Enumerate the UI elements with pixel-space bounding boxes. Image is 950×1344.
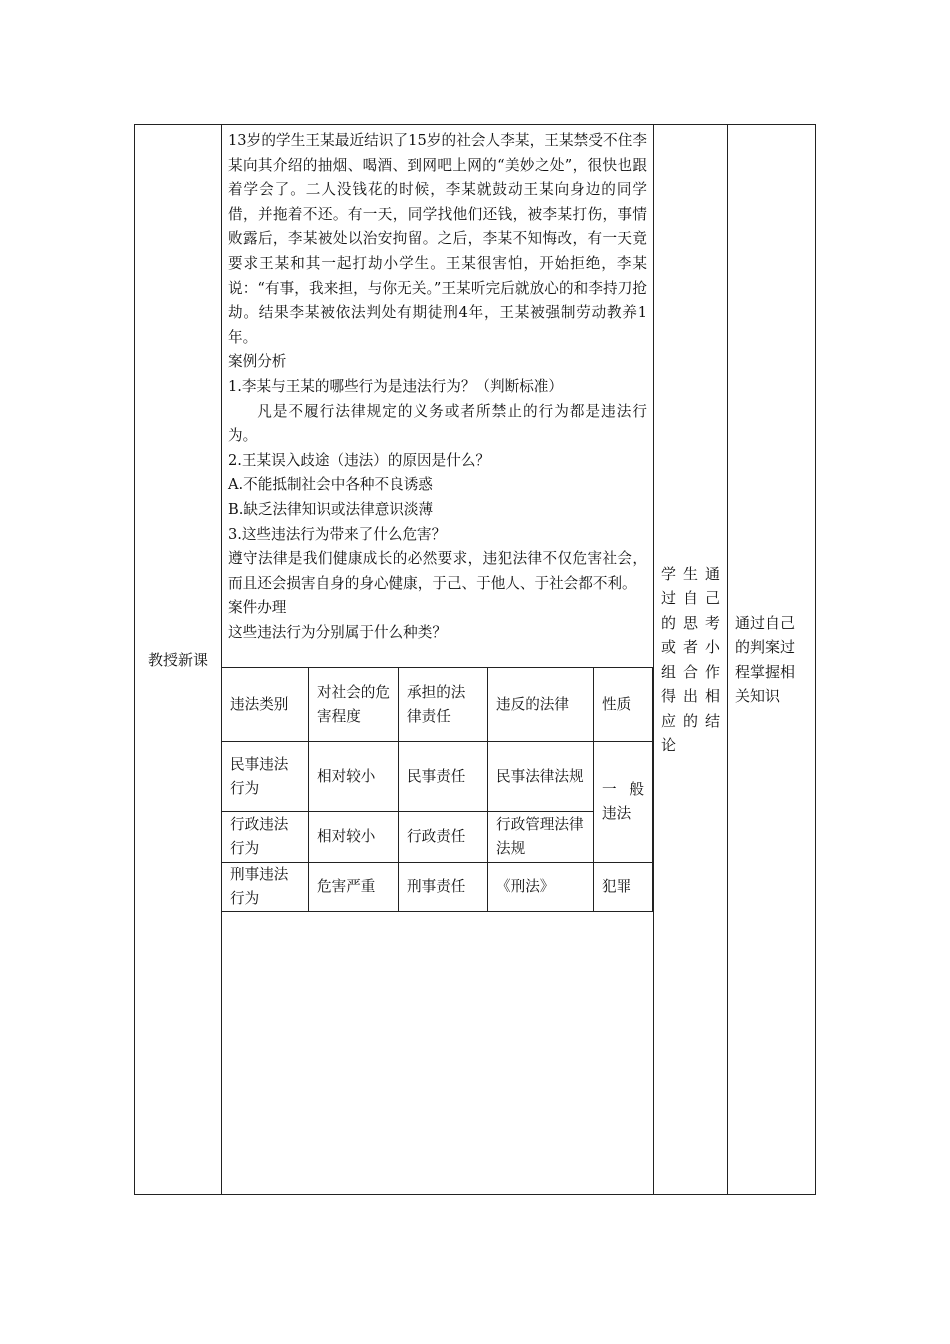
answer-3: 遵守法律是我们健康成长的必然要求，违犯法律不仅危害社会，而且还会损害自身的身心健康，于己、于他人、于社会都不利。	[228, 550, 647, 592]
answer-2a: A.不能抵制社会中各种不良诱惑	[228, 476, 433, 494]
lesson-plan-table	[134, 124, 816, 1195]
question-3: 3.这些违法行为带来了什么危害？	[228, 525, 447, 543]
design-intent-text: 通过自己的判案过程掌握相关知识	[735, 613, 796, 705]
table-row	[222, 863, 653, 912]
section-heading-case: 案件办理	[228, 599, 287, 617]
header-cell: 对社会的危害程度	[309, 668, 399, 742]
case-story: 13岁的学生王某最近结识了15岁的社会人李某，王某禁受不住李某向其介绍的抽烟、喝酒、到网吧上网的“美妙之处”，很快也跟着学会了。二人没钱花的时候，李某就鼓动王某向身边的同学借，并拖着不还。有一天，同学找他们还钱，被李某打伤，事情败露后，李某被处以治安拘留。之后，李某不知悔改，有一天竟要求王某和其一起打劫小学生。王某很害怕，开始拒绝，李某说：“有事，我来担，与你无关。”王某听完后就放心的和李持刀抢劫。结果李某被依法判处有期徒刑4年，王某被强制劳动教养1年。	[228, 132, 647, 346]
liability-cell: 民事责任	[399, 742, 488, 812]
table-header-row	[222, 668, 653, 742]
question-1: 1.李某与王某的哪些行为是违法行为？（判断标准）	[228, 377, 563, 395]
liability-cell: 行政责任	[399, 812, 488, 863]
harm-cell: 相对较小	[309, 742, 399, 812]
law-cell: 行政管理法律法规	[488, 812, 594, 863]
header-cell: 违反的法律	[488, 668, 594, 742]
table-row	[222, 812, 653, 863]
header-cell: 承担的法律责任	[399, 668, 488, 742]
design-intent-cell	[728, 125, 816, 1195]
header-cell: 违法类别	[222, 668, 309, 742]
header-cell: 性质	[594, 668, 653, 742]
law-cell: 《刑法》	[488, 863, 594, 912]
teaching-content	[222, 125, 653, 645]
answer-2b: B.缺乏法律知识或法律意识淡薄	[228, 500, 434, 518]
answer-1: 凡是不履行法律规定的义务或者所禁止的行为都是违法行为。	[228, 402, 647, 445]
teaching-content-cell	[222, 125, 654, 1195]
question-2: 2.王某误入歧途（违法）的原因是什么？	[228, 451, 491, 469]
category-cell: 刑事违法行为	[222, 863, 309, 912]
category-cell: 行政违法行为	[222, 812, 309, 863]
nature-cell: 一般违法	[594, 742, 653, 863]
harm-cell: 危害严重	[309, 863, 399, 912]
case-question: 这些违法行为分别属于什么种类？	[228, 623, 447, 641]
violation-types-table	[221, 667, 653, 912]
liability-cell: 刑事责任	[399, 863, 488, 912]
category-cell: 民事违法行为	[222, 742, 309, 812]
nature-cell: 犯罪	[594, 863, 653, 912]
student-activity-cell	[654, 125, 728, 1195]
row-label: 教授新课	[135, 125, 222, 1195]
table-row	[222, 742, 653, 812]
student-activity-text: 学生通过自己的思考或者小组合作得出相应的结论	[661, 564, 720, 754]
law-cell: 民事法律法规	[488, 742, 594, 812]
section-heading-analysis: 案例分析	[228, 353, 287, 371]
harm-cell: 相对较小	[309, 812, 399, 863]
